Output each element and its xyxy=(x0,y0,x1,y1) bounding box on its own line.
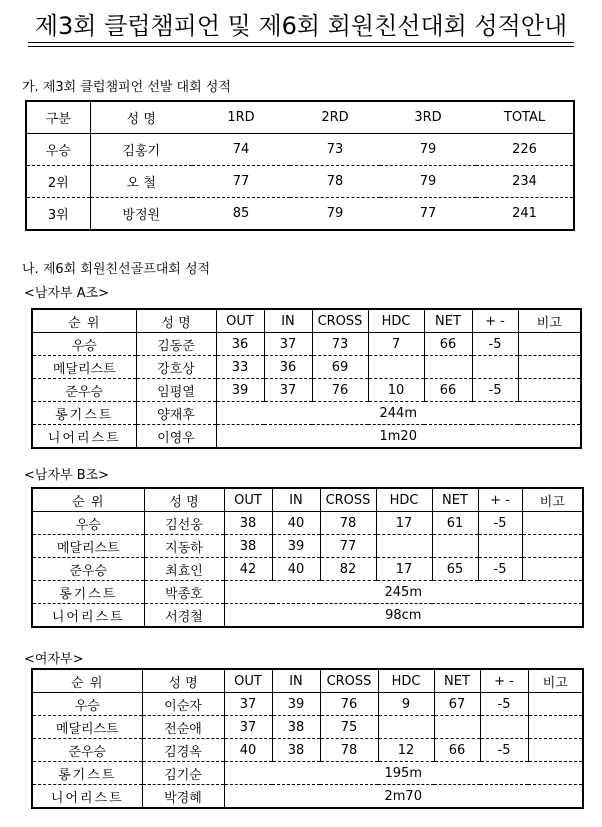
in-cell: 39 xyxy=(272,535,320,558)
header-cell: TOTAL xyxy=(476,101,574,134)
name-cell: 김기순 xyxy=(142,762,224,785)
plusminus-cell xyxy=(478,535,522,558)
hdc-cell xyxy=(376,535,432,558)
net-cell xyxy=(434,716,480,739)
name-cell: 서경철 xyxy=(144,604,224,628)
header-cell: 순 위 xyxy=(32,488,144,512)
table-row xyxy=(32,716,583,739)
header-cell: OUT xyxy=(224,669,272,693)
name-cell: 방정원 xyxy=(122,208,161,223)
name-cell: 이순자 xyxy=(142,693,224,716)
table-row xyxy=(32,693,583,716)
header-cell: CROSS xyxy=(320,488,376,512)
net-cell: 66 xyxy=(424,333,472,356)
table-header-row xyxy=(32,669,583,693)
in-cell: 38 xyxy=(272,739,320,762)
header-cell: IN xyxy=(264,309,312,333)
nearest-value-cell: 1m20 xyxy=(379,428,417,444)
group-label-women: <여자부> xyxy=(24,652,84,667)
total-cell: 241 xyxy=(512,206,537,221)
nearest-value-cell: 98cm xyxy=(385,607,422,623)
name-cell: 전순애 xyxy=(142,716,224,739)
out-cell: 40 xyxy=(224,739,272,762)
header-cell: OUT xyxy=(216,309,264,333)
score-cell: 78 xyxy=(290,166,380,198)
name-cell: 임평열 xyxy=(136,379,216,402)
name-cell: 이영우 xyxy=(136,425,216,449)
header-cell: HDC xyxy=(376,488,432,512)
net-cell xyxy=(424,356,472,379)
longest-value-cell: 244m xyxy=(216,402,581,425)
section-a-title: 가. 제3회 클럽챔피언 선발 대회 성적 xyxy=(22,80,231,95)
rank-cell: 메달리스트 xyxy=(32,716,142,739)
header-cell: NET xyxy=(424,309,472,333)
plusminus-cell: -5 xyxy=(478,512,522,535)
in-cell: 40 xyxy=(272,558,320,581)
longest-label-cell: 롱기스트 xyxy=(32,762,142,785)
rank-cell: 준우승 xyxy=(32,379,136,402)
results-table-men-a xyxy=(31,308,582,449)
net-cell: 66 xyxy=(424,379,472,402)
header-cell: 성 명 xyxy=(90,101,192,134)
hdc-cell: 9 xyxy=(378,693,434,716)
score-cell: 85 xyxy=(232,206,250,221)
plusminus-cell xyxy=(480,716,528,739)
group-label-men-b: <남자부 B조> xyxy=(24,468,110,483)
name-cell: 양재후 xyxy=(136,402,216,425)
out-cell: 38 xyxy=(224,535,272,558)
nearest-label-cell: 니어리스트 xyxy=(32,604,144,628)
plusminus-cell xyxy=(472,356,518,379)
net-cell: 65 xyxy=(432,558,478,581)
rank-cell: 3위 xyxy=(26,198,90,231)
results-table-women xyxy=(31,668,584,809)
longest-value-cell: 245m xyxy=(224,581,583,604)
header-cell: 비고 xyxy=(528,669,583,693)
hdc-cell: 12 xyxy=(378,739,434,762)
score-cell: 77 xyxy=(419,206,437,221)
table-row xyxy=(26,198,574,231)
rank-cell: 준우승 xyxy=(32,739,142,762)
group-label-men-a: <남자부 A조> xyxy=(24,286,110,301)
header-cell: 비고 xyxy=(522,488,583,512)
cross-cell: 69 xyxy=(312,356,368,379)
note-cell xyxy=(522,535,583,558)
cross-cell: 78 xyxy=(320,739,378,762)
out-cell: 33 xyxy=(216,356,264,379)
table-row xyxy=(32,425,581,449)
longest-label-cell: 롱기스트 xyxy=(32,581,144,604)
table-header-row xyxy=(32,309,581,333)
cross-cell: 73 xyxy=(312,333,368,356)
name-cell: 김홍기 xyxy=(90,134,192,166)
note-cell xyxy=(518,333,581,356)
in-cell: 37 xyxy=(264,379,312,402)
in-cell: 39 xyxy=(272,693,320,716)
nearest-label-cell: 니어리스트 xyxy=(32,785,142,809)
header-cell: CROSS xyxy=(312,309,368,333)
plusminus-cell: -5 xyxy=(472,333,518,356)
name-cell: 김경옥 xyxy=(142,739,224,762)
out-cell: 39 xyxy=(216,379,264,402)
name-cell: 박종호 xyxy=(144,581,224,604)
net-cell: 61 xyxy=(432,512,478,535)
page-title: 제3회 클럽챔피언 및 제6회 회원친선대회 성적안내 xyxy=(34,12,568,40)
hdc-cell xyxy=(378,716,434,739)
rank-cell: 우승 xyxy=(32,333,136,356)
table-row xyxy=(32,762,583,785)
score-cell: 79 xyxy=(380,166,476,198)
table-row xyxy=(32,379,581,402)
table-row xyxy=(32,785,583,809)
cross-cell: 78 xyxy=(320,512,376,535)
rank-cell: 2위 xyxy=(26,166,90,198)
header-cell: 3RD xyxy=(380,101,476,134)
note-cell xyxy=(522,512,583,535)
header-cell: NET xyxy=(432,488,478,512)
note-cell xyxy=(522,558,583,581)
longest-label-cell: 롱기스트 xyxy=(32,402,136,425)
out-cell: 36 xyxy=(216,333,264,356)
plusminus-cell: -5 xyxy=(480,739,528,762)
total-cell: 234 xyxy=(476,166,574,198)
table-row xyxy=(32,739,583,762)
name-cell: 박경혜 xyxy=(142,785,224,809)
net-cell xyxy=(432,535,478,558)
in-cell: 37 xyxy=(264,333,312,356)
results-table-men-b xyxy=(31,487,584,628)
in-cell: 36 xyxy=(264,356,312,379)
plusminus-cell: -5 xyxy=(478,558,522,581)
rank-cell: 우승 xyxy=(26,134,90,166)
hdc-cell: 17 xyxy=(376,558,432,581)
hdc-cell: 10 xyxy=(368,379,424,402)
cross-cell: 75 xyxy=(320,716,378,739)
header-cell: 순 위 xyxy=(32,309,136,333)
header-cell: 성 명 xyxy=(144,488,224,512)
title-underline xyxy=(28,42,574,47)
out-cell: 38 xyxy=(224,512,272,535)
name-cell: 오 철 xyxy=(90,166,192,198)
note-cell xyxy=(528,716,583,739)
rank-cell: 메달리스트 xyxy=(32,356,136,379)
hdc-cell: 17 xyxy=(376,512,432,535)
rank-cell: 우승 xyxy=(32,512,144,535)
header-cell: CROSS xyxy=(320,669,378,693)
header-cell: HDC xyxy=(368,309,424,333)
cross-cell: 76 xyxy=(320,693,378,716)
table-row xyxy=(32,356,581,379)
header-cell: HDC xyxy=(378,669,434,693)
net-cell: 66 xyxy=(434,739,480,762)
header-cell: 순 위 xyxy=(32,669,142,693)
table-row xyxy=(26,166,574,198)
table-header-row xyxy=(26,101,574,134)
score-cell: 79 xyxy=(380,134,476,166)
cross-cell: 77 xyxy=(320,535,376,558)
name-cell: 김동준 xyxy=(136,333,216,356)
score-cell: 77 xyxy=(192,166,290,198)
header-cell: 2RD xyxy=(290,101,380,134)
table-row xyxy=(26,134,574,166)
table-row xyxy=(32,512,583,535)
nearest-label-cell: 니어리스트 xyxy=(32,425,136,449)
hdc-cell xyxy=(368,356,424,379)
longest-value-cell: 195m xyxy=(224,762,583,785)
note-cell xyxy=(528,739,583,762)
table-row xyxy=(32,604,583,628)
header-cell: OUT xyxy=(224,488,272,512)
header-cell: NET xyxy=(434,669,480,693)
header-cell: 성 명 xyxy=(136,309,216,333)
nearest-value-cell: 2m70 xyxy=(384,788,422,804)
score-cell: 73 xyxy=(290,134,380,166)
table-row xyxy=(32,333,581,356)
header-cell: 1RD xyxy=(192,101,290,134)
rank-cell: 메달리스트 xyxy=(32,535,144,558)
rank-cell: 준우승 xyxy=(32,558,144,581)
name-cell: 김선웅 xyxy=(144,512,224,535)
table-row xyxy=(32,581,583,604)
table-row xyxy=(32,558,583,581)
note-cell xyxy=(518,356,581,379)
table-row xyxy=(32,402,581,425)
name-cell: 최효인 xyxy=(144,558,224,581)
header-cell: 성 명 xyxy=(142,669,224,693)
out-cell: 37 xyxy=(224,716,272,739)
plusminus-cell: -5 xyxy=(480,693,528,716)
in-cell: 38 xyxy=(272,716,320,739)
in-cell: 40 xyxy=(272,512,320,535)
header-cell: IN xyxy=(272,488,320,512)
table-row xyxy=(32,535,583,558)
plusminus-cell: -5 xyxy=(472,379,518,402)
club-champion-table xyxy=(25,100,575,231)
hdc-cell: 7 xyxy=(368,333,424,356)
name-cell: 지동하 xyxy=(144,535,224,558)
note-cell xyxy=(518,379,581,402)
net-cell: 67 xyxy=(434,693,480,716)
header-cell: + - xyxy=(478,488,522,512)
header-cell: 구분 xyxy=(26,101,90,134)
note-cell xyxy=(528,693,583,716)
header-cell: 비고 xyxy=(518,309,581,333)
out-cell: 42 xyxy=(224,558,272,581)
table-header-row xyxy=(32,488,583,512)
section-b-title: 나. 제6회 회원친선골프대회 성적 xyxy=(22,262,211,277)
cross-cell: 82 xyxy=(320,558,376,581)
name-cell: 강호상 xyxy=(136,356,216,379)
header-cell: IN xyxy=(272,669,320,693)
out-cell: 37 xyxy=(224,693,272,716)
score-cell: 79 xyxy=(326,206,344,221)
cross-cell: 76 xyxy=(312,379,368,402)
header-cell: + - xyxy=(472,309,518,333)
rank-cell: 우승 xyxy=(32,693,142,716)
score-cell: 74 xyxy=(192,134,290,166)
total-cell: 226 xyxy=(476,134,574,166)
header-cell: + - xyxy=(480,669,528,693)
